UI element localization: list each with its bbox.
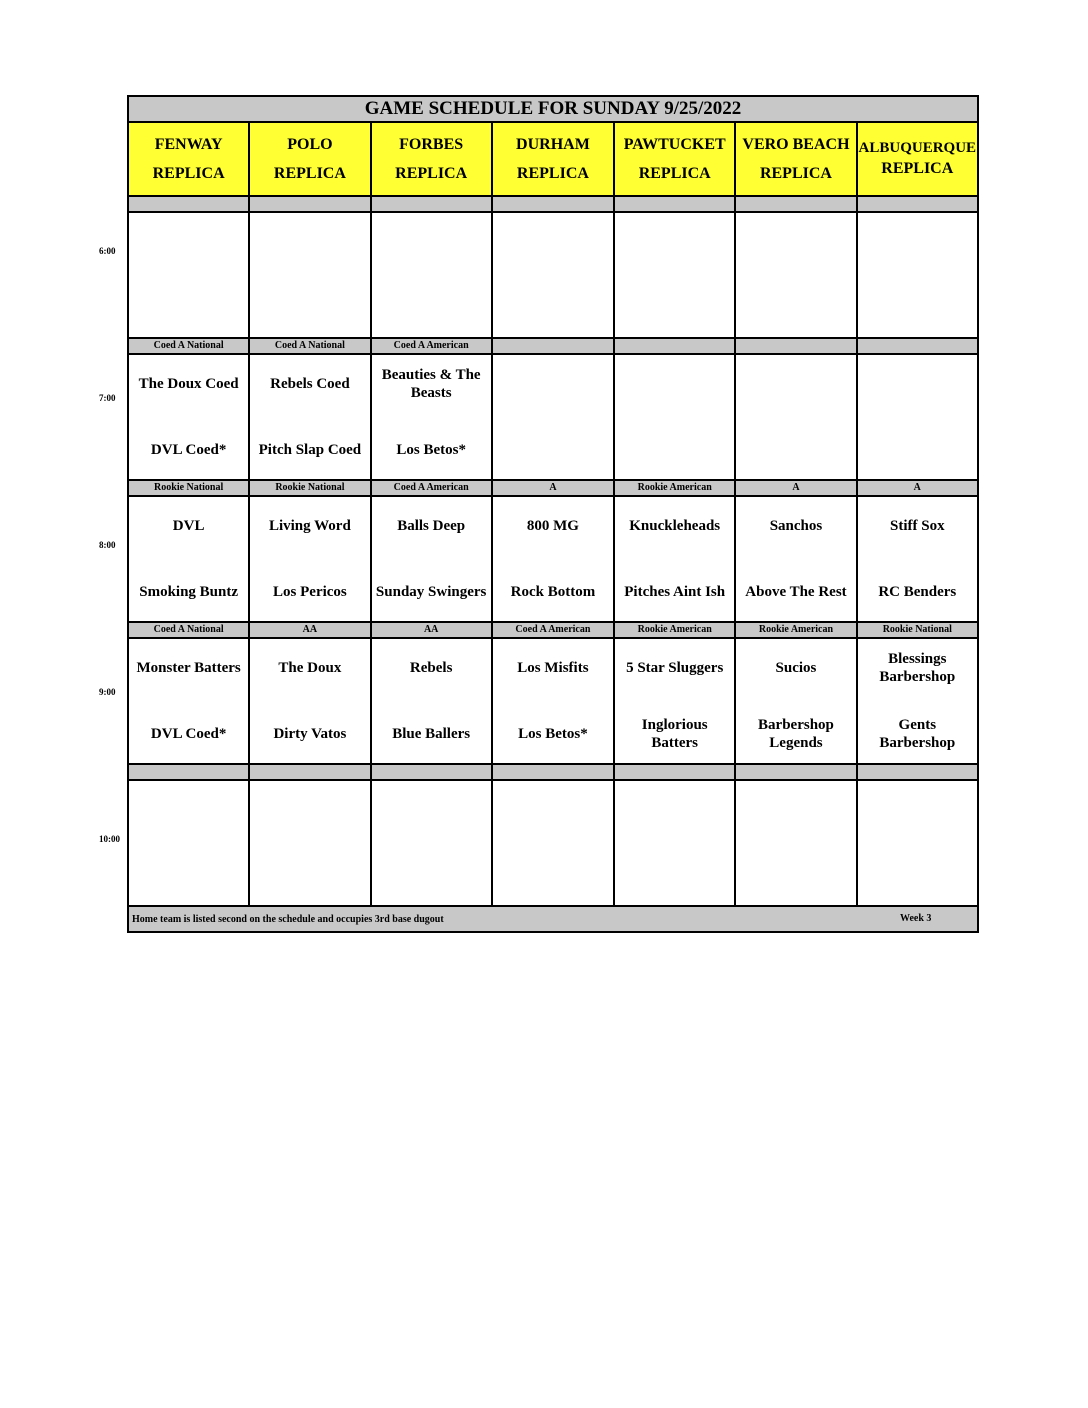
field-header: [492, 122, 614, 196]
away-team: [858, 358, 977, 410]
game-cell: [492, 212, 614, 338]
home-team: [372, 282, 491, 334]
home-team: [250, 850, 369, 902]
home-team: [858, 850, 977, 902]
division-label: [371, 196, 492, 212]
home-team: [129, 282, 248, 334]
home-team: DVL Coed*: [150, 726, 227, 742]
home-team: Gents Barbershop: [879, 717, 956, 751]
game-cell: [857, 780, 978, 906]
game-cell: [128, 354, 249, 480]
home-team: Inglorious Batters: [641, 717, 708, 751]
division-label: A: [735, 480, 856, 496]
schedule-title: GAME SCHEDULE FOR SUNDAY 9/25/2022: [128, 96, 978, 122]
division-label: [614, 196, 735, 212]
game-cell: [492, 780, 614, 906]
home-team: Pitches Aint Ish: [624, 584, 726, 600]
field-header: [128, 122, 249, 196]
home-team: Barbershop Legends: [758, 717, 834, 751]
division-label: Coed A National: [128, 338, 249, 354]
field-type: REPLICA: [273, 165, 346, 182]
game-row: [128, 496, 978, 622]
away-team: [493, 216, 613, 268]
field-name: VERO BEACH: [742, 136, 850, 153]
home-team: [493, 282, 613, 334]
game-cell: [371, 780, 492, 906]
away-team: DVL: [172, 518, 205, 534]
away-team: Blessings Barbershop: [879, 651, 956, 685]
game-cell: [249, 212, 370, 338]
game-cell: [249, 354, 370, 480]
division-label: Rookie American: [614, 622, 735, 638]
away-team: 800 MG: [526, 518, 579, 534]
time-label: 9:00: [99, 687, 116, 697]
game-cell: [492, 496, 614, 622]
home-team: [615, 850, 734, 902]
game-cell: [735, 780, 856, 906]
home-team: [493, 850, 613, 902]
time-label: 6:00: [99, 246, 116, 256]
away-team: [615, 216, 734, 268]
field-name: DURHAM: [516, 136, 590, 153]
game-cell: [735, 496, 856, 622]
division-label: Coed A National: [128, 622, 249, 638]
home-team: Rock Bottom: [510, 584, 596, 600]
division-label: Rookie American: [614, 480, 735, 496]
game-cell: [492, 638, 614, 764]
away-team: [493, 358, 613, 410]
division-label: [857, 764, 978, 780]
game-cell: [857, 638, 978, 764]
division-row: [128, 480, 978, 496]
field-header: [614, 122, 735, 196]
game-cell: [128, 638, 249, 764]
home-team: [615, 424, 734, 476]
field-name: FENWAY: [154, 136, 223, 153]
away-team: [372, 784, 491, 836]
away-team: Monster Batters: [136, 660, 241, 676]
away-team: Los Misfits: [517, 660, 589, 676]
away-team: [250, 216, 369, 268]
away-team: The Doux: [278, 660, 342, 676]
field-name: ALBUQUERQUE: [858, 140, 977, 156]
game-row: [128, 780, 978, 906]
division-label: Coed A American: [371, 338, 492, 354]
home-team: [372, 850, 491, 902]
division-row: [128, 622, 978, 638]
time-slots: [128, 196, 978, 906]
division-label: [492, 338, 614, 354]
field-header: [371, 122, 492, 196]
home-team: Los Betos*: [518, 726, 588, 742]
home-team: [736, 282, 855, 334]
division-label: [492, 764, 614, 780]
field-type: REPLICA: [152, 165, 225, 182]
field-name: PAWTUCKET: [623, 136, 726, 153]
division-row: [128, 338, 978, 354]
division-label: AA: [249, 622, 370, 638]
home-team: Smoking Buntz: [139, 584, 239, 600]
home-team: [858, 424, 977, 476]
game-cell: [128, 496, 249, 622]
home-team: DVL Coed*: [150, 442, 227, 458]
division-label: [249, 196, 370, 212]
away-team: 5 Star Sluggers: [626, 660, 724, 676]
game-cell: [249, 780, 370, 906]
division-label: [857, 338, 978, 354]
field-type: REPLICA: [759, 165, 832, 182]
field-header: [735, 122, 856, 196]
division-label: [128, 764, 249, 780]
home-team: Los Pericos: [273, 584, 347, 600]
division-label: Rookie National: [128, 480, 249, 496]
home-team: [493, 424, 613, 476]
home-team: Blue Ballers: [392, 726, 471, 742]
away-team: Rebels Coed: [270, 376, 350, 392]
week-label: Week 3: [900, 913, 932, 924]
schedule-sheet: [127, 95, 979, 933]
division-label: [857, 196, 978, 212]
game-cell: [614, 496, 735, 622]
game-cell: [614, 638, 735, 764]
division-label: [492, 196, 614, 212]
away-team: Beauties & The Beasts: [381, 367, 481, 401]
game-cell: [128, 780, 249, 906]
away-team: Living Word: [268, 518, 351, 534]
away-team: Rebels: [409, 660, 453, 676]
field-type: REPLICA: [395, 165, 468, 182]
division-label: Rookie American: [735, 622, 856, 638]
home-team: [615, 282, 734, 334]
away-team: [129, 216, 248, 268]
away-team: [250, 784, 369, 836]
field-name: POLO: [287, 136, 333, 153]
away-team: [858, 216, 977, 268]
home-team: Pitch Slap Coed: [258, 442, 362, 458]
game-cell: [735, 212, 856, 338]
division-label: [735, 196, 856, 212]
home-team: [250, 282, 369, 334]
division-label: [128, 196, 249, 212]
away-team: [129, 784, 248, 836]
away-team: [372, 216, 491, 268]
away-team: Knuckleheads: [629, 518, 721, 534]
division-label: Coed A National: [249, 338, 370, 354]
away-team: [736, 784, 855, 836]
game-cell: [371, 354, 492, 480]
away-team: The Doux Coed: [138, 376, 239, 392]
time-label: 7:00: [99, 393, 116, 403]
game-cell: [735, 638, 856, 764]
home-team: Los Betos*: [396, 442, 466, 458]
game-cell: [371, 496, 492, 622]
game-cell: [249, 496, 370, 622]
away-team: [736, 216, 855, 268]
time-label: 8:00: [99, 540, 116, 550]
field-header: [857, 122, 978, 196]
home-team: [736, 850, 855, 902]
division-label: Rookie National: [857, 622, 978, 638]
game-cell: [857, 212, 978, 338]
home-team: [858, 282, 977, 334]
game-cell: [128, 212, 249, 338]
field-type: REPLICA: [516, 165, 589, 182]
field-header: [249, 122, 370, 196]
home-team: [736, 424, 855, 476]
game-cell: [492, 354, 614, 480]
game-cell: [614, 212, 735, 338]
away-team: Balls Deep: [397, 518, 466, 534]
away-team: Stiff Sox: [890, 518, 945, 534]
field-name: FORBES: [399, 136, 464, 153]
division-label: [735, 764, 856, 780]
schedule-table: [127, 95, 979, 933]
away-team: [615, 784, 734, 836]
game-row: [128, 212, 978, 338]
game-cell: [371, 212, 492, 338]
away-team: [493, 784, 613, 836]
division-label: [614, 764, 735, 780]
division-label: [735, 338, 856, 354]
game-row: [128, 354, 978, 480]
division-label: [614, 338, 735, 354]
home-team: [129, 850, 248, 902]
division-row: [128, 196, 978, 212]
division-label: Coed A American: [492, 622, 614, 638]
division-label: [371, 764, 492, 780]
home-team: Sunday Swingers: [375, 584, 487, 600]
division-label: AA: [371, 622, 492, 638]
game-cell: [857, 354, 978, 480]
game-cell: [735, 354, 856, 480]
home-team: RC Benders: [878, 584, 957, 600]
away-team: Sanchos: [769, 518, 823, 534]
game-row: [128, 638, 978, 764]
division-label: Coed A American: [371, 480, 492, 496]
division-label: [249, 764, 370, 780]
field-type: REPLICA: [638, 165, 711, 182]
footer-note: Home team is listed second on the schedule and occupies 3rd base dugout: [132, 913, 444, 925]
division-label: A: [492, 480, 614, 496]
game-cell: [371, 638, 492, 764]
field-type: REPLICA: [881, 160, 954, 177]
division-row: [128, 764, 978, 780]
game-cell: [614, 354, 735, 480]
away-team: [736, 358, 855, 410]
game-cell: [249, 638, 370, 764]
schedule-footer: [128, 906, 978, 932]
game-cell: [857, 496, 978, 622]
away-team: [615, 358, 734, 410]
away-team: [858, 784, 977, 836]
division-label: A: [857, 480, 978, 496]
home-team: Dirty Vatos: [273, 726, 347, 742]
division-label: Rookie National: [249, 480, 370, 496]
home-team: Above The Rest: [745, 584, 847, 600]
field-header-row: [128, 122, 978, 196]
game-cell: [614, 780, 735, 906]
time-label: 10:00: [99, 834, 120, 844]
away-team: Sucios: [775, 660, 817, 676]
